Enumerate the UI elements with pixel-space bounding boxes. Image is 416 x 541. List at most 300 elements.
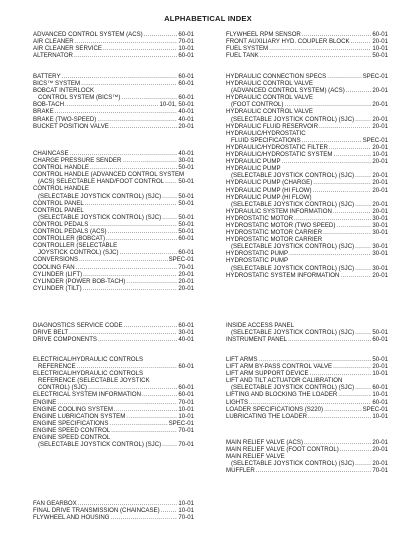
index-entry-text: ALTERNATOR: [33, 52, 73, 60]
index-entry: [226, 236, 388, 250]
dot-leader: [120, 249, 178, 256]
dot-leader: [310, 370, 372, 377]
dot-leader: [62, 73, 178, 80]
index-entry: [226, 336, 388, 343]
dot-leader: [65, 101, 158, 108]
index-page-ref: 10-01, 50-01: [159, 101, 194, 109]
index-entry-text: FLUID SPECIFICATIONS: [231, 136, 301, 144]
index-entry-text: LIFTING AND BLOCKING THE LOADER: [226, 391, 338, 399]
index-entry-text: JOYSTICK CONTROL) (SJC): [38, 249, 119, 257]
index-entry: [226, 45, 388, 52]
index-entry-text: ENGINE SPEED CONTROL: [33, 434, 111, 442]
index-entry-text: HYDRAULIC PUMP: [226, 165, 281, 173]
index-entry: [226, 187, 388, 194]
dot-leader: [333, 363, 371, 370]
index-entry-text: ENGINE SPEED CONTROL: [33, 426, 111, 434]
index-entry-text: CHAINCASE: [33, 150, 69, 157]
index-page-ref: 20-01: [372, 122, 388, 130]
index-page-ref: 50-01: [372, 329, 388, 337]
dot-leader: [103, 45, 177, 52]
index-page-ref: 50-01: [178, 164, 194, 172]
dot-leader: [355, 172, 371, 179]
index-entry-text: FLYWHEEL AND HOUSING: [33, 514, 110, 522]
index-page-ref: 50-01: [178, 213, 194, 221]
index-group: [33, 31, 194, 59]
index-entry: [33, 150, 194, 157]
index-entry: [226, 38, 388, 45]
dot-leader: [74, 52, 177, 59]
index-page-ref: SPEC-01: [168, 419, 194, 427]
index-entry-text: CONTROL HANDLE (ADVANCED CONTROL SYSTEM: [33, 171, 185, 179]
index-page-ref: 10-01: [178, 405, 194, 413]
index-group: [226, 322, 388, 343]
index-page-ref: SPEC-01: [168, 256, 194, 264]
index-entry-text: (SELECTABLE JOYSTICK CONTROL) (SJC): [231, 264, 355, 272]
index-entry: [226, 446, 388, 453]
index-entry-text: ENGINE COOLING SYSTEM: [33, 405, 113, 413]
index-page-ref: 50-01: [372, 356, 388, 363]
index-entry: [226, 165, 388, 179]
index-page-ref: 70-01: [178, 514, 194, 522]
index-entry: [226, 31, 388, 38]
index-entry-text: (SELECTABLE JOYSTICK CONTROL) (SJC): [231, 172, 355, 180]
index-page-ref: 40-01: [178, 108, 194, 116]
index-page-ref: 50-01: [178, 178, 194, 186]
dot-leader: [323, 229, 371, 236]
index-group: [33, 356, 194, 448]
index-entry: [33, 200, 194, 207]
index-page-ref: 20-01: [178, 284, 194, 292]
index-entry-text: HYDRAULIC/HYDROSTATIC: [226, 129, 306, 137]
dot-leader: [98, 336, 177, 343]
dot-leader: [126, 413, 177, 420]
index-page-ref: 20-01: [372, 38, 388, 46]
index-page-ref: 20-01: [372, 101, 388, 109]
index-page-ref: 60-01: [372, 336, 388, 344]
index-page-ref: 10-01: [178, 45, 194, 53]
dot-leader: [162, 193, 177, 200]
index-entry-text: HYDROSTATIC MOTOR CARRIER: [226, 236, 323, 244]
dot-leader: [77, 363, 178, 370]
dot-leader: [340, 272, 371, 279]
index-entry-text: ELECTRICAL/HYDRAULIC CONTROLS: [33, 370, 144, 378]
index-entry-text: (SELECTABLE JOYSTICK CONTROL) (SJC): [231, 460, 355, 468]
index-page-ref: SPEC-01: [362, 73, 388, 80]
index-page-ref: 60-01: [178, 80, 194, 88]
index-entry-text: FINAL DRIVE TRANSMISSION (CHAINCASE): [33, 507, 160, 515]
index-entry-text: ENGINE LUBRICATION SYSTEM: [33, 412, 126, 420]
index-entry: [33, 164, 194, 171]
index-entry: [226, 322, 388, 336]
index-entry: [33, 116, 194, 123]
index-entry: [226, 208, 388, 215]
index-page-ref: 10-01: [178, 412, 194, 420]
index-entry: [226, 406, 388, 413]
index-entry-text: CONTROL PEDALS: [33, 220, 89, 228]
index-entry-text: CONTROL HANDLE: [33, 185, 89, 193]
index-entry-text: INSTRUMENT PANEL: [226, 336, 288, 344]
index-page-ref: 20-01: [372, 200, 388, 208]
index-entry: [226, 257, 388, 271]
index-entry: [226, 179, 388, 186]
dot-leader: [338, 391, 371, 398]
dot-leader: [89, 221, 177, 228]
dot-leader: [162, 441, 177, 448]
index-page-ref: 60-01: [178, 73, 194, 80]
index-entry: [33, 123, 194, 130]
index-entry: [33, 406, 194, 413]
index-entry: [33, 52, 194, 59]
index-entry: [33, 329, 194, 336]
index-page-ref: 20-01: [372, 115, 388, 123]
dot-leader: [260, 52, 372, 59]
index-entry-text: (SELECTABLE JOYSTICK CONTROL) (SJC): [231, 384, 355, 392]
dot-leader: [162, 214, 177, 221]
index-entry-text: FUEL TANK: [226, 52, 259, 60]
index-entry: [226, 151, 388, 158]
index-entry: [33, 256, 194, 263]
index-group: [226, 439, 388, 474]
index-entry: [226, 439, 388, 446]
index-entry: [33, 108, 194, 115]
dot-leader: [333, 151, 371, 158]
index-entry-text: MAIN RELIEF VALVE (ACS): [226, 439, 303, 446]
index-entry-text: DIAGNOSTICS SERVICE CODE: [33, 322, 123, 329]
index-entry-text: (SELECTABLE JOYSTICK CONTROL) (SJC): [38, 441, 162, 449]
index-page-ref: 60-01: [178, 391, 194, 399]
index-page-ref: 60-01: [178, 363, 194, 371]
index-entry-text: BATTERY: [33, 73, 61, 80]
index-entry-text: (ACS) SELECTABLE HAND/FOOT CONTROL: [38, 178, 165, 186]
index-entry-text: CONTROLLER (BOBCAT): [33, 235, 106, 243]
index-entry: [33, 185, 194, 199]
index-page-ref: 60-01: [178, 52, 194, 60]
index-page-ref: 70-01: [372, 467, 388, 475]
dot-leader: [161, 507, 178, 514]
index-entry: [33, 171, 194, 185]
dot-leader: [284, 101, 371, 108]
index-entry-text: REFERENCE (SELECTABLE JOYSTICK: [38, 377, 150, 385]
index-group: [33, 150, 194, 292]
index-entry: [226, 272, 388, 279]
dot-leader: [108, 228, 178, 235]
index-page-ref: 20-01: [178, 277, 194, 285]
index-page-ref: SPEC-01: [362, 405, 388, 413]
index-page-ref: 30-01: [372, 229, 388, 237]
index-entry: [33, 500, 194, 507]
index-entry: [226, 80, 388, 94]
index-entry: [33, 507, 194, 514]
index-entry-text: ADVANCED CONTROL SYSTEM (ACS): [33, 31, 143, 38]
index-page-ref: 20-01: [372, 460, 388, 468]
index-entry-text: BOB-TACH: [33, 101, 65, 109]
dot-leader: [333, 208, 372, 215]
index-entry-text: MUFFLER: [226, 467, 255, 475]
dot-leader: [57, 399, 177, 406]
index-entry-text: AIR CLEANER SERVICE: [33, 45, 102, 53]
index-entry: [33, 242, 194, 256]
index-entry: [33, 207, 194, 221]
index-page-ref: 30-01: [372, 214, 388, 222]
index-entry: [33, 73, 194, 80]
index-page-ref: 20-01: [372, 87, 388, 95]
index-entry-text: CONVERSIONS: [33, 256, 79, 264]
index-entry: [33, 38, 194, 45]
index-entry: [226, 377, 388, 391]
index-entry-text: DRIVE COMPONENTS: [33, 336, 97, 344]
index-page-ref: 60-01: [178, 249, 194, 257]
index-entry: [33, 370, 194, 391]
index-entry-text: HYDROSTATIC MOTOR CARRIER: [226, 229, 323, 237]
dot-leader: [324, 406, 362, 413]
index-entry-text: (SELECTABLE JOYSTICK CONTROL) (SJC): [38, 213, 162, 221]
dot-leader: [329, 144, 371, 151]
index-entry: [33, 264, 194, 271]
index-page-ref: 60-01: [178, 384, 194, 392]
index-page-ref: 50-01: [178, 199, 194, 207]
index-page-ref: 60-01: [372, 31, 388, 38]
index-entry: [226, 391, 388, 398]
index-entry-text: HYDROSTATIC MOTOR (TWO SPEED): [226, 221, 336, 229]
index-entry: [226, 108, 388, 122]
index-entry-text: CHARGE PRESSURE SENDER: [33, 157, 122, 165]
index-page-ref: 60-01: [178, 31, 194, 38]
dot-leader: [355, 329, 371, 336]
dot-leader: [88, 384, 177, 391]
index-entry-text: CONTROL PANEL: [33, 199, 84, 207]
index-entry: [226, 413, 388, 420]
index-entry: [33, 336, 194, 343]
index-entry-text: MAIN RELIEF VALVE: [226, 453, 285, 461]
index-page-ref: 70-01: [178, 426, 194, 434]
index-entry: [33, 80, 194, 87]
dot-leader: [336, 222, 371, 229]
dot-leader: [304, 439, 371, 446]
index-entry: [33, 157, 194, 164]
index-group: [226, 356, 388, 420]
index-page-ref: SPEC-01: [362, 136, 388, 144]
dot-leader: [355, 265, 371, 272]
index-page-ref: 10-01: [372, 391, 388, 399]
index-entry-text: (SELECTABLE JOYSTICK CONTROL) (SJC): [231, 243, 355, 251]
index-entry-text: ELECTRICAL SYSTEM INFORMATION: [33, 391, 142, 399]
dot-leader: [355, 201, 371, 208]
dot-leader: [346, 87, 372, 94]
index-entry-text: REFERENCE: [38, 363, 76, 371]
index-entry: [226, 229, 388, 236]
index-page-ref: 60-01: [372, 398, 388, 406]
index-entry: [226, 73, 388, 80]
dot-leader: [97, 116, 177, 123]
index-entry-text: (SELECTABLE JOYSTICK CONTROL) (SJC): [231, 115, 355, 123]
index-entry: [33, 391, 194, 398]
index-entry-text: BOBCAT INTERLOCK: [33, 87, 95, 95]
index-entry-text: BUCKET POSITION VALVE: [33, 122, 109, 130]
index-entry: [33, 228, 194, 235]
index-entry-text: HYDROSTATIC PUMP: [226, 250, 289, 258]
index-entry: [33, 356, 194, 370]
dot-leader: [282, 158, 372, 165]
index-entry-text: HYDRAULIC PUMP (HI FLOW): [226, 186, 312, 194]
dot-leader: [351, 38, 372, 45]
dot-leader: [269, 45, 371, 52]
index-page-ref: 70-01: [178, 398, 194, 406]
index-entry: [226, 222, 388, 229]
index-entry: [33, 221, 194, 228]
index-entry-text: HYDRAULIC CONTROL VALVE: [226, 108, 313, 116]
index-entry-text: MAIN RELIEF VALVE (FOOT CONTROL): [226, 446, 339, 454]
index-page-ref: 10-01: [178, 507, 194, 515]
index-entry-text: COOLING FAN: [33, 263, 75, 271]
index-entry-text: LIFT AND TILT ACTUATOR CALIBRATION: [226, 377, 343, 385]
index-entry-text: CYLINDER (POWER BOB-TACH): [33, 277, 126, 285]
index-entry-text: HYDROSTATIC PUMP: [226, 257, 289, 265]
index-entry: [33, 413, 194, 420]
index-entry: [226, 250, 388, 257]
dot-leader: [90, 164, 177, 171]
index-page-ref: 30-01: [372, 243, 388, 251]
index-entry: [33, 399, 194, 406]
dot-leader: [327, 73, 361, 80]
dot-leader: [340, 446, 372, 453]
index-page-ref: 70-01: [178, 38, 194, 46]
index-entry-text: HYDRAULIC CONNECTION SPECS: [226, 73, 327, 80]
index-entry-text: ENGINE: [33, 398, 57, 406]
index-entry-text: INSIDE ACCESS PANEL: [226, 322, 294, 329]
index-entry-text: BRAKE: [33, 108, 54, 116]
index-page-ref: 20-01: [178, 270, 194, 278]
index-page-ref: 50-01: [178, 192, 194, 200]
index-entry: [226, 363, 388, 370]
index-entry: [226, 399, 388, 406]
index-entry: [226, 467, 388, 474]
index-entry: [33, 31, 194, 38]
index-entry: [226, 356, 388, 363]
index-entry-text: CONTROL PANEL: [33, 206, 84, 214]
index-entry-text: LOADER SPECIFICATIONS (S220): [226, 405, 324, 413]
index-entry-text: ENGINE SPECIFICATIONS: [33, 419, 109, 427]
dot-leader: [83, 271, 177, 278]
dot-leader: [289, 250, 371, 257]
dot-leader: [70, 150, 178, 157]
dot-leader: [83, 285, 178, 292]
dot-leader: [121, 94, 177, 101]
index-group: [33, 322, 194, 343]
index-page-ref: 50-01: [178, 220, 194, 228]
index-entry-text: CYLINDER (TILT): [33, 284, 82, 292]
index-entry-text: BRAKE (TWO-SPEED): [33, 115, 97, 123]
dot-leader: [313, 187, 372, 194]
index-page-ref: 70-01: [178, 441, 194, 449]
index-entry-text: HYDRAULIC/HYDROSTATIC SYSTEM: [226, 151, 333, 159]
index-entry: [33, 420, 194, 427]
index-entry: [33, 285, 194, 292]
index-entry-text: LIFT ARM BY-PASS CONTROL VALVE: [226, 363, 333, 371]
index-group: [226, 31, 388, 59]
index-page-ref: 10-01: [372, 370, 388, 378]
index-page-ref: 30-01: [372, 221, 388, 229]
index-page-ref: 30-01: [178, 157, 194, 165]
dot-leader: [76, 264, 178, 271]
index-page-ref: 20-01: [372, 179, 388, 187]
index-page-ref: 20-01: [372, 271, 388, 279]
index-page-ref: 20-01: [372, 439, 388, 446]
dot-leader: [85, 200, 178, 207]
index-page-ref: 10-01: [372, 45, 388, 53]
index-entry: [226, 94, 388, 108]
index-entry-text: HYDROSTATIC MOTOR: [226, 214, 294, 222]
index-entry: [226, 123, 388, 130]
index-entry-text: CONTROL SYSTEM (BICS™): [38, 94, 121, 102]
index-entry: [33, 434, 194, 448]
dot-leader: [55, 108, 178, 115]
index-page-ref: 10-01: [372, 151, 388, 159]
index-entry: [33, 271, 194, 278]
index-entry-text: CONTROL PEDALS (ACS): [33, 228, 107, 236]
index-entry: [33, 322, 194, 329]
index-entry-text: HYDRAULIC CONTROL VALVE: [226, 80, 313, 88]
index-page-ref: 20-01: [372, 446, 388, 454]
dot-leader: [142, 391, 177, 398]
dot-leader: [111, 514, 178, 521]
index-entry-text: HYDROSTATIC SYSTEM INFORMATION: [226, 271, 340, 279]
index-entry-text: LIFT ARM SUPPORT DEVICE: [226, 370, 309, 378]
dot-leader: [313, 179, 371, 186]
index-entry: [226, 158, 388, 165]
index-page-ref: 30-01: [372, 264, 388, 272]
index-page-ref: 40-01: [178, 336, 194, 344]
dot-leader: [249, 399, 371, 406]
index-page-ref: 10-01: [372, 412, 388, 420]
dot-leader: [69, 329, 177, 336]
index-page-ref: 60-01: [178, 235, 194, 243]
index-entry-text: FAN GEARBOX: [33, 500, 77, 507]
index-entry-text: (FOOT CONTROL): [231, 101, 284, 109]
dot-leader: [109, 420, 167, 427]
index-group: [33, 500, 194, 521]
dot-leader: [302, 31, 372, 38]
index-entry-text: FLYWHEEL RPM SENSOR: [226, 31, 301, 38]
dot-leader: [355, 116, 371, 123]
dot-leader: [288, 336, 371, 343]
index-page-ref: 50-01: [178, 228, 194, 236]
dot-leader: [124, 322, 178, 329]
index-entry-text: DRIVE BELT: [33, 329, 69, 337]
index-entry-text: LIGHTS: [226, 398, 249, 406]
dot-leader: [126, 278, 177, 285]
dot-leader: [111, 427, 177, 434]
index-page-ref: 60-01: [178, 322, 194, 329]
index-entry-text: LIFT ARMS: [226, 356, 258, 363]
index-entry: [226, 215, 388, 222]
index-entry: [226, 453, 388, 467]
index-page-ref: 20-01: [372, 158, 388, 166]
dot-leader: [114, 406, 177, 413]
dot-leader: [355, 384, 371, 391]
index-entry: [226, 370, 388, 377]
dot-leader: [256, 467, 372, 474]
index-entry: [33, 427, 194, 434]
dot-leader: [78, 500, 178, 507]
dot-leader: [302, 137, 362, 144]
index-page-ref: 10-01: [178, 500, 194, 507]
index-page-ref: 20-01: [372, 363, 388, 371]
index-entry-text: (SELECTABLE JOYSTICK CONTROL) (SJC): [231, 200, 355, 208]
index-page-ref: 40-01: [178, 150, 194, 157]
index-entry-text: (SELECTABLE JOYSTICK CONTROL) (SJC): [231, 329, 355, 337]
index-entry-text: CONTROL HANDLE: [33, 164, 89, 172]
index-entry-text: HYDRAULIC PUMP (HI FLOW): [226, 193, 312, 201]
